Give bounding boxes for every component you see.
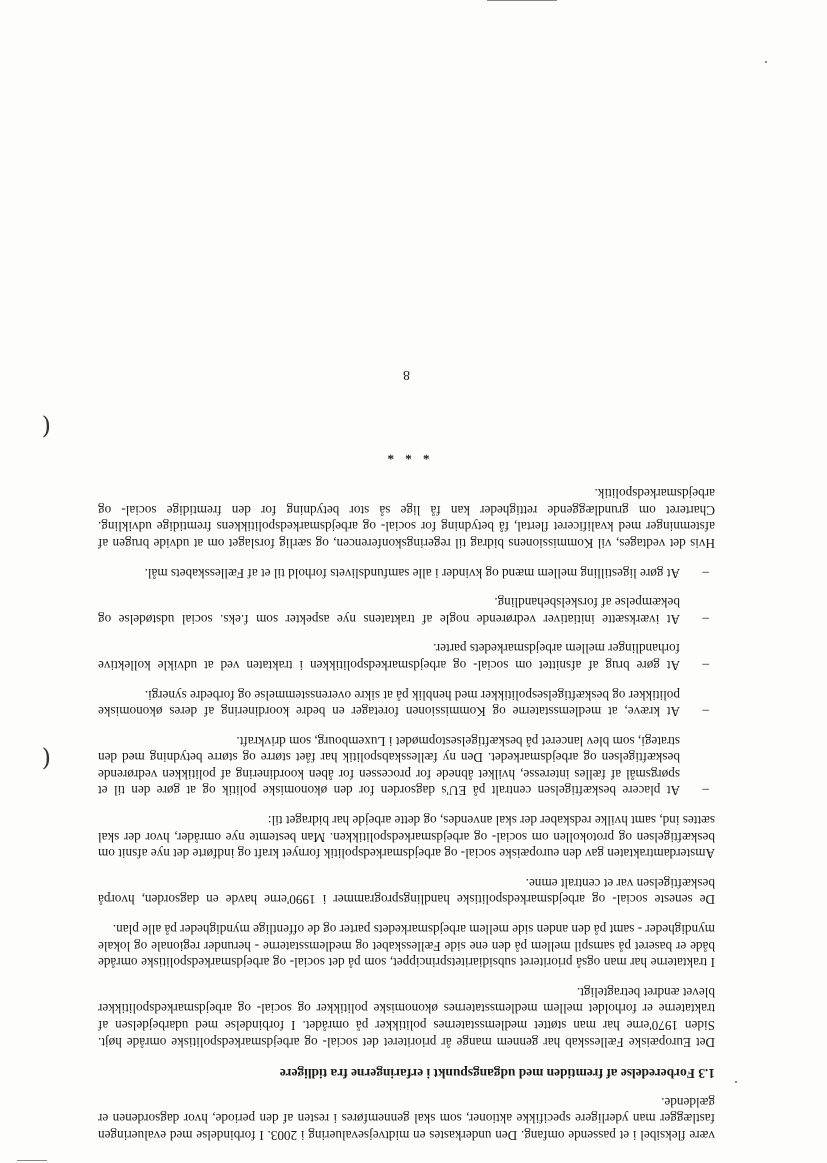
list-item: – At kræve, at medlemsstaterne og Kommissionen foretager en bedre koordinering af deres økonomiske politikker og beskæftigelsespolitikker med henblik på at sikre overensstemmelse og forbedre synergi. [98, 686, 715, 719]
scan-edge-mark [17, 1160, 47, 1161]
margin-mark-upper: ( [41, 413, 51, 441]
margin-mark-lower: ( [41, 745, 51, 773]
closing-paragraph: Hvis det vedtages, vil Kommissionens bidrag til regeringskonferencen, og særlig forslaget om at udvide brugen af afstemninger med kvalificeret flertal, få betydning for social- og arbejdsmarkedspolitikkens fremtidige udvikling. Charteret om grundlæggende rettigheder kan få lige så stor betydning for den fremtidige social- og arbejdsmarkedspolitik. [98, 486, 715, 551]
section-heading: 1.3 Forberedelse af fremtiden med udgangspunkt i erfaringerne fra tidligere [279, 1066, 715, 1082]
document-body [98, 365, 715, 1143]
intro-paragraph: være fleksibel i et passende omfang. Den underkastes en midtvejsevaluering i 2003. I forbindelse med evalueringen fastlægger man yderligere specifikke aktioner, som skal gennemføres i resten af den periode, hvor dagsordenen er gældende. [98, 1094, 715, 1143]
page-number: 8 [403, 367, 410, 382]
list-item: – At placere beskæftigelsen centralt på EU's dagsorden for den økonomiske politik og at gøre den til et spørgsmål af fælles interesse, hvilket åbnede for processen for åben koordinering af politikken vedrørende beskæftigelsen og arbejdsmarkedet. Den ny fællesskabspolitik har fået større og større betydning med den strategi, som blev lanceret på beskæftigelsestopmødet i Luxembourg, som drivkraft. [98, 732, 715, 798]
list-item: – At gøre brug af afsnittet om social- og arbejdsmarkedspolitikken i traktaten ved at udvikle kollektive forhandlinger mellem arbejdsmarkedets parter. [98, 640, 715, 673]
paragraph-1: Det Europæiske Fællesskab har gennem mange år prioriteret det social- og arbejdsmarkedspolitiske område højt. Siden 1970'erne har man støttet medlemsstaternes politikker på området. I forbindelse med udarbejdelsen af traktaterne er forholdet mellem medlemsstaternes økonomiske politikker og social- og arbejdsmarkedspolitikker blevet ændret betragteligt. [98, 984, 715, 1050]
list-item: – At gøre ligestilling mellem mænd og kvinder i alle samfundslivets forhold til et af Fællesskabets mål. [98, 564, 715, 581]
achievements-list [98, 564, 715, 799]
paragraph-2: I traktaterne har man også prioriteret subsidiaritetsprincippet, som på det social- og arbejdsmarkedspolitiske område både er baseret på samspil mellem på den ene side Fællesskabet og medlemsstaterne - herunder regionale og lokale myndigheder - samt på den anden side mellem arbejdsmarkedets parter og de offentlige myndigheder på alle plan. [98, 922, 715, 971]
list-item: – At iværksætte initiativer vedrørende nogle af traktatens nye aspekter som f.eks. social udstødelse og bekæmpelse af forskelsbehandling. [98, 594, 715, 627]
scan-speck [735, 1081, 737, 1083]
paragraph-4: Amsterdamtraktaten gav den europæiske social- og arbejdsmarkedspolitik fornyet kraft og indførte det nye afsnit om beskæftigelsen og protokollen om social- og arbejdsmarkedspolitikken. Man bestemte nye områder, hvor der skal sættes ind, samt hvilke redskaber der skal anvendes, og dette arbejde har bidraget til: [98, 813, 715, 862]
scan-speck [765, 61, 767, 63]
section-separator: * * * [383, 447, 430, 463]
paragraph-3: De seneste social- og arbejdsmarkedspolitiske handlingsprogrammer i 1990'erne havde en dagsorden, hvorpå beskæftigelsen var et centralt emne. [98, 875, 715, 908]
scan-edge-mark [487, 0, 557, 1]
